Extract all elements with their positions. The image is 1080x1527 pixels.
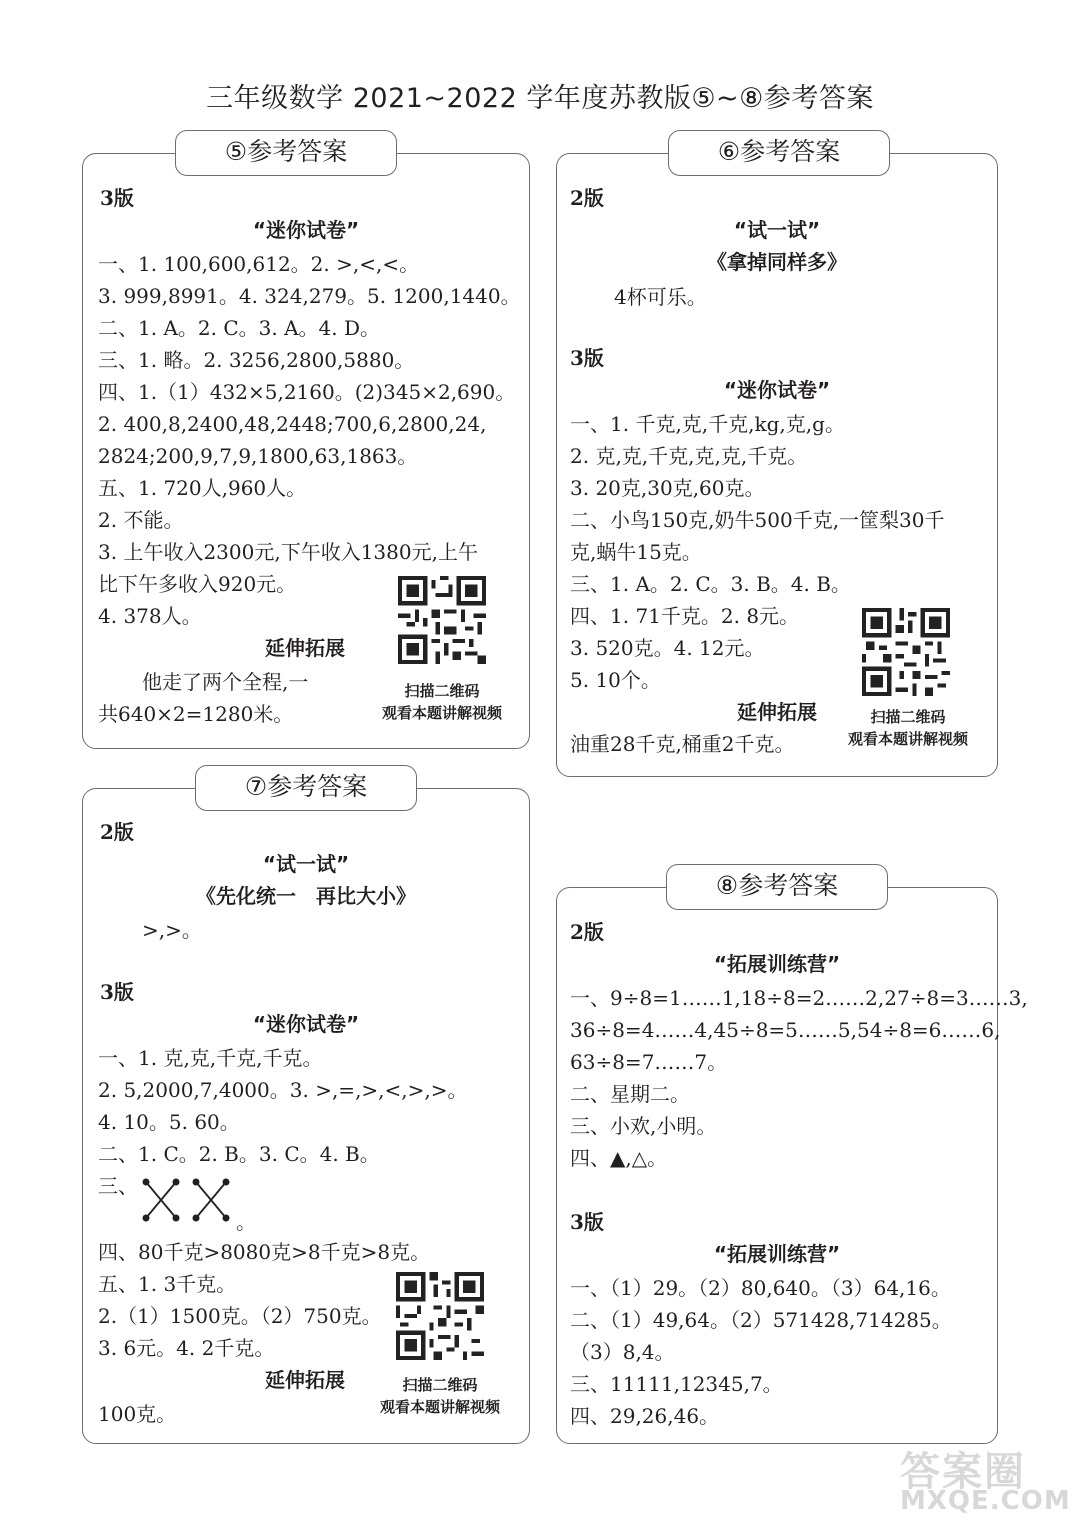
answer-line: 3. 20克,30克,60克。	[570, 476, 765, 500]
section-version: 2版	[570, 186, 604, 210]
answer-line: 油重28千克,桶重2千克。	[570, 732, 795, 756]
answer-line: 3. 上午收入2300元,下午收入1380元,上午	[98, 540, 478, 564]
section-heading: “拓展训练营”	[713, 952, 841, 976]
answer-line: 四、29,26,46。	[570, 1404, 720, 1428]
panel-7-tab: ⑦参考答案	[195, 765, 417, 811]
answer-line: 一、1. 100,600,612。2. >,<,<。	[98, 252, 420, 276]
answer-line: 四、1.（1）432×5,2160。(2)345×2,690。	[98, 380, 516, 404]
section-heading: “拓展训练营”	[713, 1242, 841, 1266]
answer-line: 。	[236, 1210, 256, 1234]
answer-line: 4. 10。5. 60。	[98, 1110, 240, 1134]
qr-caption-line: 观看本题讲解视频	[381, 704, 502, 722]
qr-caption	[828, 706, 988, 750]
panel-5-tab: ⑤参考答案	[175, 130, 397, 176]
panel-6-tab: ⑥参考答案	[668, 130, 890, 176]
qr-caption	[362, 680, 522, 724]
section-version: 3版	[100, 186, 134, 210]
answer-line: 三、小欢,小明。	[570, 1114, 717, 1138]
section-heading: “试一试”	[262, 852, 350, 876]
answer-line: 共640×2=1280米。	[98, 702, 294, 726]
qr-code-icon[interactable]	[862, 608, 950, 696]
answer-line: 克,蜗牛15克。	[570, 540, 702, 564]
answer-line: 36÷8=4……4,45÷8=5……5,54÷8=6……6,	[570, 1018, 1001, 1042]
panel-8-tab: ⑧参考答案	[666, 864, 888, 910]
qr-caption-line: 观看本题讲解视频	[379, 1398, 500, 1416]
answer-line: 一、1. 千克,克,千克,kg,克,g。	[570, 412, 845, 436]
answer-line: >,>。	[142, 918, 202, 942]
extension-heading: 延伸拓展	[265, 636, 345, 660]
answer-line: 2.（1）1500克。（2）750克。	[98, 1304, 382, 1328]
answer-line: 一、（1）29。（2）80,640。（3）64,16。	[570, 1276, 951, 1300]
qr-caption-line: 观看本题讲解视频	[847, 730, 968, 748]
answer-line: 4. 378人。	[98, 604, 202, 628]
extension-heading: 延伸拓展	[265, 1368, 345, 1392]
answer-line: 3. 520克。4. 12元。	[570, 636, 765, 660]
qr-caption-line: 扫描二维码	[404, 682, 480, 700]
section-subheading: 《拿掉同样多》	[707, 250, 847, 274]
answer-line: 二、（1）49,64。（2）571428,714285。	[570, 1308, 952, 1332]
answer-line: 五、1. 720人,960人。	[98, 476, 307, 500]
section-version: 3版	[570, 346, 604, 370]
answer-line: 一、9÷8=1……1,18÷8=2……2,27÷8=3……3,	[570, 986, 1028, 1010]
answer-line: 三、	[98, 1174, 138, 1198]
answer-line: 二、1. C。2. B。3. C。4. B。	[98, 1142, 380, 1166]
answer-line: 一、1. 克,克,千克,千克。	[98, 1046, 323, 1070]
answer-line: 100克。	[98, 1402, 177, 1426]
watermark-url: MXQE.COM	[900, 1486, 1071, 1516]
qr-caption-line: 扫描二维码	[402, 1376, 478, 1394]
section-heading: “迷你试卷”	[252, 218, 360, 242]
answer-line: 三、11111,12345,7。	[570, 1372, 783, 1396]
answer-line: 五、1. 3千克。	[98, 1272, 237, 1296]
answer-line: 5. 10个。	[570, 668, 661, 692]
section-version: 3版	[100, 980, 134, 1004]
answer-line: 2. 不能。	[98, 508, 184, 532]
section-heading: “试一试”	[733, 218, 821, 242]
section-version: 3版	[570, 1210, 604, 1234]
answer-line: 3. 6元。4. 2千克。	[98, 1336, 275, 1360]
extension-heading: 延伸拓展	[737, 700, 817, 724]
answer-line: 二、星期二。	[570, 1082, 690, 1106]
answer-line: 3. 999,8991。4. 324,279。5. 1200,1440。	[98, 284, 521, 308]
answer-line: （3）8,4。	[570, 1340, 675, 1364]
answer-line: 2824;200,9,7,9,1800,63,1863。	[98, 444, 418, 468]
watermark-text: 答案圈	[900, 1449, 1026, 1495]
answer-line: 四、1. 71千克。2. 8元。	[570, 604, 800, 628]
matching-lines-diagram	[140, 1176, 232, 1224]
answer-line: 三、1. 略。2. 3256,2800,5880。	[98, 348, 415, 372]
qr-caption	[358, 1374, 522, 1418]
watermark-logo	[900, 1440, 1071, 1520]
answer-line: 2. 5,2000,7,4000。3. >,=,>,<,>,>。	[98, 1078, 468, 1102]
answer-line: 四、80千克>8080克>8千克>8克。	[98, 1240, 431, 1264]
answer-line: 4杯可乐。	[614, 285, 707, 309]
answer-line: 63÷8=7……7。	[570, 1050, 728, 1074]
answer-line: 三、1. A。2. C。3. B。4. B。	[570, 572, 851, 596]
qr-code-icon[interactable]	[398, 576, 486, 664]
answer-line: 比下午多收入920元。	[98, 572, 297, 596]
qr-caption-line: 扫描二维码	[870, 708, 946, 726]
section-heading: “迷你试卷”	[723, 378, 831, 402]
answer-line: 2. 400,8,2400,48,2448;700,6,2800,24,	[98, 412, 487, 436]
answer-line: 他走了两个全程,一	[142, 670, 309, 694]
qr-code-icon[interactable]	[396, 1272, 484, 1360]
section-version: 2版	[570, 920, 604, 944]
section-subheading: 《先化统一 再比大小》	[196, 884, 416, 908]
page-title: 三年级数学 2021~2022 学年度苏教版⑤~⑧参考答案	[206, 83, 874, 114]
section-heading: “迷你试卷”	[252, 1012, 360, 1036]
answer-line: 2. 克,克,千克,克,克,千克。	[570, 444, 808, 468]
answer-line: 二、小鸟150克,奶牛500千克,一筐梨30千	[570, 508, 945, 532]
answer-line: 二、1. A。2. C。3. A。4. D。	[98, 316, 380, 340]
answer-line: 四、▲,△。	[570, 1146, 668, 1170]
section-version: 2版	[100, 820, 134, 844]
